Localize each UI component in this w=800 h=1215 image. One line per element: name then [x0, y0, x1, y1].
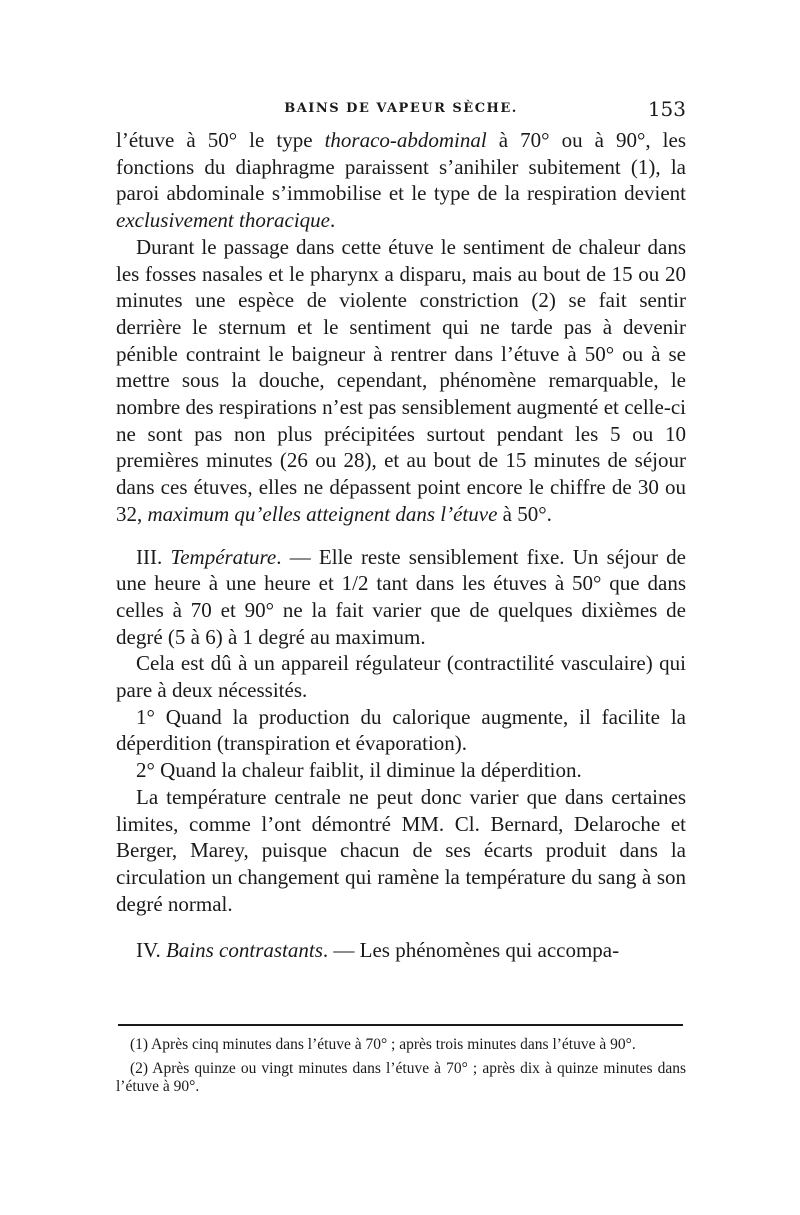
running-header [116, 97, 686, 125]
footnote-1: (1) Après cinq minutes dans l’étuve à 70° ; après trois minutes dans l’étuve à 90°. [130, 1036, 636, 1053]
paragraph-regulator: Cela est dû à un appareil régulateur (contractilité vasculaire) qui pare à deux nécessités. [116, 651, 686, 703]
running-title: BAINS DE VAPEUR SÈCHE. [284, 101, 518, 116]
footnotes [116, 1036, 686, 1102]
section-temperature: III. Température. — Elle reste sensiblement fixe. Un séjour de une heure à une heure et 1/2 tant dans les étuves à 50° que dans celles à 70 et 90° ne la fait varier que de quelques dixièmes de degré (5 à 6) à 1 degré au maximum. [116, 544, 687, 649]
page-number: 153 [647, 97, 686, 121]
paragraph-point-2: 2° Quand la chaleur faiblit, il diminue la déperdition. [136, 758, 582, 783]
paragraph-respiration: Durant le passage dans cette étuve le sentiment de chaleur dans les fosses nasales et le pharynx a disparu, mais au bout de 15 ou 20 minutes une espèce de violente constriction (2) se fait sentir derrière le sternum et le sentiment qui ne tarde pas à devenir pénible contraint le baigneur à rentrer dans l’étuve à 50° ou à se mettre sous la douche, cependant, phénomène remarquable, le nombre des respirations n’est pas sensiblement augmenté et celle-ci ne sont pas non plus précipitées surtout pendant les 5 ou 10 premières minutes (26 ou 28), et au bout de 15 minutes de séjour dans ces étuves, elles ne dépassent point encore le chiffre de 30 ou 32, maximum qu’elles atteignent dans l’étuve à 50°. [116, 234, 686, 526]
section-bains-contrastants: IV. Bains contrastants. — Les phénomènes qui accompa- [136, 938, 620, 963]
footnote-rule [118, 1024, 683, 1026]
footnote-2: (2) Après quinze ou vingt minutes dans l’étuve à 70° ; après dix à quinze minutes dans l’étuve à 90°. [116, 1060, 686, 1095]
body-text [116, 127, 686, 964]
paragraph-point-1: 1° Quand la production du calorique augmente, il facilite la déperdition (transpiration et évaporation). [116, 704, 686, 756]
paragraph-central-temperature: La température centrale ne peut donc varier que dans certaines limites, comme l’ont démontré MM. Cl. Bernard, Delaroche et Berger, Marey, puisque chacun de ses écarts produit dans la circulation un changement qui ramène la température du sang à son degré normal. [116, 784, 686, 916]
paragraph-continuation: l’étuve à 50° le type thoraco-abdominal à 70° ou à 90°, les fonctions du diaphragme paraissent s’anihiler subitement (1), la paroi abdominale s’immobilise et le type de la respiration devient exclusivement thoracique. [116, 128, 686, 233]
